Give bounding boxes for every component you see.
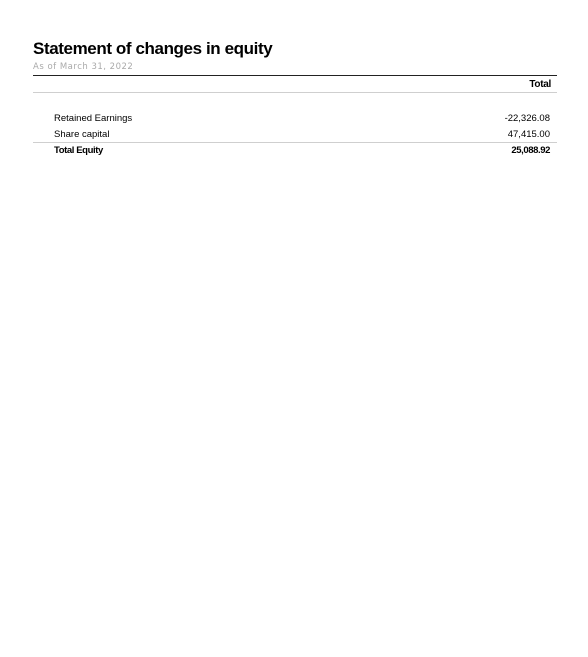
table-row-total-equity [33, 142, 557, 158]
column-header-total: Total [529, 78, 551, 90]
row-amount: 47,415.00 [507, 128, 550, 140]
table-row-retained-earnings [33, 111, 557, 127]
row-label: Share capital [54, 128, 110, 140]
table-row-share-capital [33, 127, 557, 143]
equity-table [33, 111, 557, 158]
total-label: Total Equity [54, 145, 103, 156]
row-amount: -22,326.08 [504, 113, 550, 125]
total-amount: 25,088.92 [511, 145, 550, 156]
row-label: Retained Earnings [54, 113, 133, 125]
report [33, 38, 557, 158]
report-title: Statement of changes in equity [33, 39, 273, 58]
report-date: As of March 31, 2022 [33, 62, 134, 72]
column-header-row [33, 76, 557, 93]
